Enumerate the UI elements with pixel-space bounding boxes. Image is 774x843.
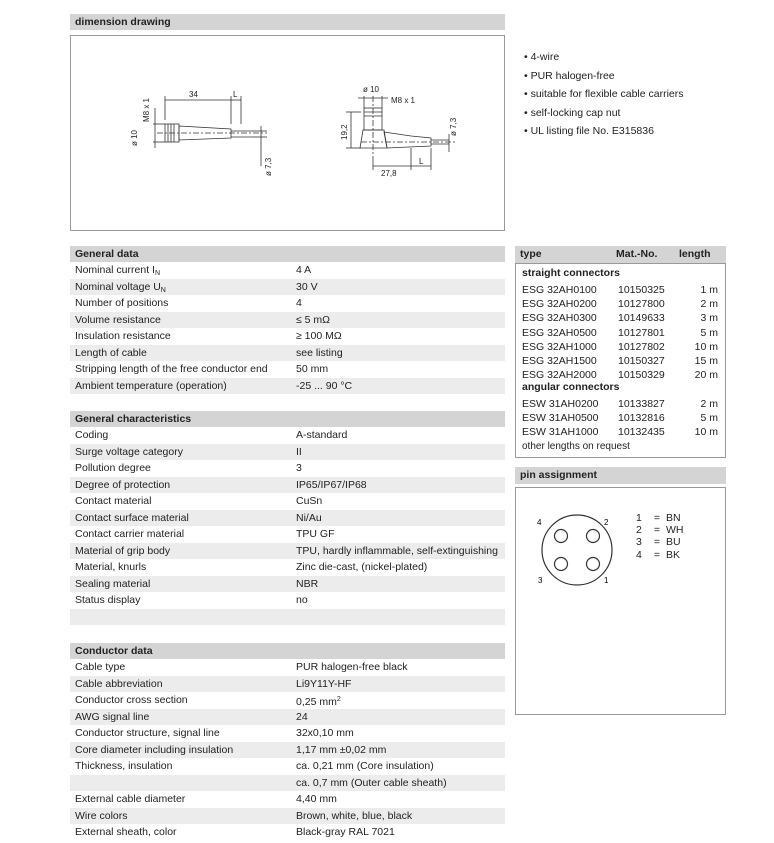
row-value: see listing (296, 346, 343, 359)
type-cell: ESG 32AH2000 (522, 369, 597, 382)
row-value: 4 (296, 297, 302, 309)
matno-cell: 10127802 (618, 340, 665, 353)
pin-diagram (532, 512, 622, 592)
pin-3-circle (555, 558, 568, 571)
length-col-header: length (679, 248, 711, 260)
row-value: II (296, 445, 302, 458)
table-row (70, 295, 505, 312)
table-row (70, 510, 505, 527)
row-label: Wire colors (75, 809, 128, 822)
row-value: ca. 0,7 mm (Outer cable sheath) (296, 776, 447, 789)
conductor-data-table (70, 659, 505, 841)
table-row (70, 576, 505, 593)
dim-34: 34 (189, 90, 198, 99)
table-row (522, 425, 718, 439)
pin-4-circle (555, 530, 568, 543)
row-value: TPU GF (296, 528, 335, 540)
table-row (70, 312, 505, 329)
pin-c: BK (666, 548, 681, 561)
length-cell: 10 m (694, 340, 718, 353)
row-label: Degree of protection (75, 478, 171, 491)
length-cell: 20 m (694, 369, 718, 382)
feature-item: • 4-wire (524, 48, 684, 67)
type-cell: ESW 31AH1000 (522, 426, 599, 439)
dim-m8-straight: M8 x 1 (142, 97, 151, 122)
matno-cell: 10150325 (618, 284, 665, 296)
type-cell: ESW 31AH0200 (522, 398, 599, 410)
row-label: External sheath, color (75, 826, 177, 838)
general-characteristics-header: General characteristics (70, 411, 505, 427)
row-label: Number of positions (75, 297, 169, 309)
row-value: 4,40 mm (296, 793, 337, 805)
table-row (70, 775, 505, 792)
table-row (70, 709, 505, 726)
table-row (70, 328, 505, 345)
type-cell: ESG 32AH0500 (522, 326, 597, 339)
pin-n: 3 (636, 536, 642, 549)
row-label: Nominal current $I_N$ (75, 264, 161, 277)
matno-cell: 10127800 (618, 298, 665, 311)
pin-n: 4 (636, 548, 642, 561)
row-label: Surge voltage category (75, 445, 183, 458)
type-col-header: type (520, 248, 542, 260)
table-row (70, 725, 505, 742)
row-value: 1,17 mm ±0,02 mm (296, 743, 387, 756)
table-row (522, 297, 718, 311)
row-label: Material, knurls (75, 561, 147, 573)
type-cell: ESG 32AH0300 (522, 312, 597, 325)
pin-label-4: 4 (537, 518, 542, 527)
table-row (70, 262, 505, 279)
row-label: AWG signal line (75, 710, 150, 723)
pin-eq: = (653, 524, 661, 537)
table-row (70, 460, 505, 477)
straight-connector-drawing (153, 96, 267, 166)
pin-c: BU (666, 536, 681, 549)
table-row (70, 444, 505, 461)
length-cell: 2 m (700, 398, 718, 410)
length-cell: 3 m (700, 312, 718, 325)
row-label: Ambient temperature (operation) (75, 379, 227, 392)
matno-cell: 10149633 (618, 312, 665, 325)
length-cell: 1 m (700, 284, 718, 296)
row-label: Status display (75, 594, 141, 606)
pin-eq: = (653, 548, 661, 561)
row-value: ≥ 100 MΩ (296, 330, 342, 342)
row-label: Material of grip body (75, 544, 171, 557)
dim-d10-angular: ø 10 (363, 85, 380, 94)
table-row (522, 397, 718, 411)
feature-list (524, 48, 684, 141)
table-row (70, 427, 505, 444)
table-row (70, 808, 505, 825)
table-row (70, 659, 505, 676)
length-cell: 5 m (700, 326, 718, 339)
feature-item: • self-locking cap nut (524, 104, 684, 123)
dimension-drawing-header: dimension drawing (70, 14, 505, 30)
pin-legend (636, 512, 684, 561)
table-row (522, 311, 718, 325)
row-label: Nominal voltage $U_N$ (75, 280, 166, 294)
row-label: Contact surface material (75, 511, 189, 524)
table-row (70, 493, 505, 510)
table-row (522, 283, 718, 297)
pin-2-circle (587, 530, 600, 543)
dimension-drawing-frame (70, 35, 505, 231)
table-row (70, 609, 505, 626)
length-cell: 5 m (700, 412, 718, 425)
table-row (70, 345, 505, 362)
general-characteristics-table (70, 427, 505, 625)
length-cell: 15 m (694, 355, 718, 367)
row-label: Length of cable (75, 346, 147, 359)
table-row (70, 692, 505, 709)
table-row (522, 411, 718, 425)
row-value: ca. 0,21 mm (Core insulation) (296, 760, 434, 772)
dim-d73-angular: ø 7,3 (449, 117, 458, 136)
row-label: Contact carrier material (75, 528, 185, 540)
row-value: -25 ... 90 °C (296, 379, 353, 392)
pin-eq: = (653, 512, 661, 524)
row-value: Ni/Au (296, 511, 322, 524)
matno-cell: 10150327 (618, 355, 665, 367)
table-row (522, 326, 718, 340)
row-value: Brown, white, blue, black (296, 809, 413, 822)
conductor-data-header: Conductor data (70, 643, 505, 659)
type-cell: ESG 32AH0200 (522, 298, 597, 311)
row-value: 24 (296, 710, 308, 723)
pin-assignment-header: pin assignment (515, 467, 726, 484)
row-label: Cable abbreviation (75, 677, 163, 690)
pin-n: 2 (636, 524, 642, 537)
dim-d10-straight: ø 10 (130, 129, 139, 146)
length-cell: 2 m (700, 298, 718, 311)
matno-cell: 10133827 (618, 398, 665, 410)
matno-cell: 10132816 (618, 412, 665, 425)
pin-c: WH (666, 524, 684, 537)
pin-legend-row (636, 524, 684, 536)
row-label: Conductor structure, signal line (75, 727, 220, 739)
angular-connector-drawing (346, 96, 456, 170)
pin-label-1: 1 (604, 576, 609, 585)
table-row (70, 742, 505, 759)
pin-legend-row (636, 512, 684, 524)
row-label: Conductor cross section (75, 694, 188, 706)
pin-c: BN (666, 512, 681, 524)
feature-item: • suitable for flexible cable carriers (524, 85, 684, 104)
dim-L-straight: L (233, 90, 238, 99)
feature-item: • UL listing file No. E315836 (524, 122, 684, 141)
table-row (70, 791, 505, 808)
row-label: Sealing material (75, 577, 151, 590)
table-row (70, 543, 505, 560)
pin-label-3: 3 (538, 576, 543, 585)
row-label: Insulation resistance (75, 330, 171, 342)
row-value: ≤ 5 mΩ (296, 313, 331, 326)
table-row (70, 592, 505, 609)
table-row (70, 361, 505, 378)
matno-cell: 10127801 (618, 326, 665, 339)
table-row (70, 676, 505, 693)
row-value: IP65/IP67/IP68 (296, 478, 367, 491)
pin-eq: = (653, 536, 661, 549)
length-cell: 10 m (694, 426, 718, 439)
row-value: CuSn (296, 495, 323, 507)
row-label: Stripping length of the free conductor end (75, 363, 268, 375)
table-row (70, 279, 505, 296)
row-value: Li9Y11Y-HF (296, 677, 352, 690)
matno-cell: 10132435 (618, 426, 665, 439)
row-value: 3 (296, 462, 302, 474)
table-row (522, 354, 718, 368)
pin-1-circle (587, 558, 600, 571)
row-value: 50 mm (296, 363, 329, 375)
dim-192: 19,2 (340, 124, 349, 140)
pin-n: 1 (636, 512, 642, 524)
table-row (70, 526, 505, 543)
connector-face-circle (542, 515, 612, 585)
row-value: Black-gray RAL 7021 (296, 826, 395, 838)
table-row (522, 340, 718, 354)
row-value: 30 V (296, 280, 318, 293)
row-value: 4 A (296, 264, 312, 276)
matno-col-header: Mat.-No. (616, 248, 658, 260)
row-value: Zinc die-cast, (nickel-plated) (296, 561, 428, 573)
row-value: PUR halogen-free black (296, 661, 408, 673)
row-label: Thickness, insulation (75, 760, 173, 772)
row-value: no (296, 594, 308, 606)
type-cell: ESG 32AH1500 (522, 355, 597, 367)
row-value: TPU, hardly inflammable, self-extinguishing (296, 544, 498, 557)
pin-legend-row (636, 549, 684, 561)
table-row (70, 559, 505, 576)
general-data-table (70, 262, 505, 394)
row-label: Pollution degree (75, 462, 151, 474)
dim-m8-angular: M8 x 1 (391, 96, 416, 105)
row-label: Core diameter including insulation (75, 743, 234, 756)
angular-connectors-title: angular connectors (522, 381, 620, 393)
dim-278: 27,8 (381, 169, 397, 178)
straight-connectors-title: straight connectors (522, 267, 621, 279)
pin-label-2: 2 (604, 518, 609, 527)
feature-item: • PUR halogen-free (524, 67, 684, 86)
dimension-drawing-svg (71, 36, 504, 230)
row-value: A-standard (296, 429, 348, 441)
table-row (70, 824, 505, 841)
type-cell: ESW 31AH0500 (522, 412, 599, 425)
row-label: Volume resistance (75, 313, 161, 326)
other-lengths-note: other lengths on request (522, 441, 630, 452)
row-label: Cable type (75, 661, 126, 673)
table-row (70, 477, 505, 494)
type-cell: ESG 32AH1000 (522, 340, 597, 353)
type-cell: ESG 32AH0100 (522, 284, 597, 296)
matno-cell: 10150329 (618, 369, 665, 382)
row-label: External cable diameter (75, 793, 186, 805)
dim-d73-straight: ø 7,3 (264, 157, 273, 176)
general-data-header: General data (70, 246, 505, 262)
row-value: 32x0,10 mm (296, 727, 354, 739)
pin-legend-row (636, 536, 684, 548)
table-row (70, 378, 505, 395)
row-label: Contact material (75, 495, 152, 507)
row-value: 0,25 $mm^2$ (296, 696, 341, 708)
row-label: Coding (75, 429, 109, 441)
table-row (70, 758, 505, 775)
dim-L-angular: L (419, 157, 424, 166)
row-value: NBR (296, 577, 319, 590)
